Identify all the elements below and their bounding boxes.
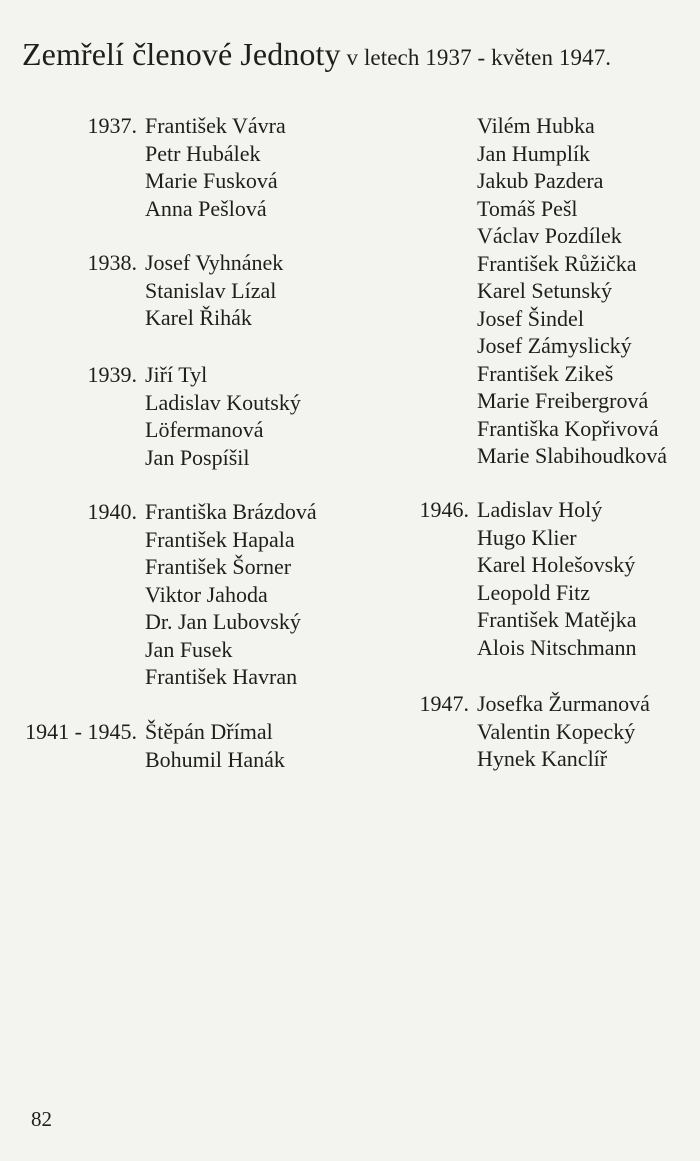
page-number: 82 bbox=[31, 1107, 52, 1131]
member-name: František Šorner bbox=[145, 554, 292, 579]
member-name: Josef Zámyslický bbox=[477, 333, 632, 358]
member-name: Anna Pešlová bbox=[145, 195, 267, 221]
member-name: Marie Fusková bbox=[145, 168, 278, 193]
member-name: Marie Slabihoudková bbox=[477, 443, 668, 468]
member-name: František Růžička bbox=[477, 250, 637, 276]
member-name: Karel Řihák bbox=[145, 305, 252, 330]
year-label: 1941 - 1945. bbox=[25, 719, 137, 744]
member-name: Jan Humplík bbox=[477, 140, 591, 166]
member-name: Marie Freibergrová bbox=[477, 388, 649, 413]
member-name: František Vávra bbox=[145, 113, 286, 138]
member-name: Josef Vyhnánek bbox=[145, 250, 284, 275]
member-name: Valentin Kopecký bbox=[477, 718, 636, 744]
member-name: Jakub Pazdera bbox=[477, 168, 604, 193]
member-name: Petr Hubálek bbox=[145, 140, 261, 166]
member-name: František Matějka bbox=[477, 607, 637, 632]
year-label: 1947. bbox=[419, 691, 469, 716]
member-name: Františka Brázdová bbox=[145, 499, 317, 524]
year-label: 1938. bbox=[87, 250, 137, 275]
member-name: Karel Setunský bbox=[477, 278, 613, 303]
member-name: Vilém Hubka bbox=[477, 113, 595, 138]
member-name: Františka Kopřivová bbox=[477, 415, 659, 441]
name-list bbox=[477, 496, 637, 661]
name-list bbox=[145, 498, 317, 691]
member-name: Ladislav Holý bbox=[477, 497, 603, 522]
member-name: Hugo Klier bbox=[477, 524, 577, 550]
name-list bbox=[145, 361, 301, 471]
year-label: 1940. bbox=[87, 499, 137, 524]
member-name: Josef Šindel bbox=[477, 305, 584, 331]
year-label: 1937. bbox=[87, 113, 137, 138]
name-list bbox=[477, 112, 667, 470]
member-name: Viktor Jahoda bbox=[145, 581, 268, 607]
member-name: František Hapala bbox=[145, 526, 295, 552]
name-list bbox=[145, 112, 286, 222]
member-name: Löfermanová bbox=[145, 417, 264, 442]
member-name: Jan Pospíšil bbox=[145, 444, 250, 470]
title-period: v letech 1937 - květen 1947. bbox=[340, 45, 612, 70]
member-name: Ladislav Koutský bbox=[145, 389, 301, 415]
member-name: Stanislav Lízal bbox=[145, 277, 277, 303]
member-name: Karel Holešovský bbox=[477, 552, 636, 577]
name-list bbox=[145, 718, 285, 773]
member-name: Dr. Jan Lubovský bbox=[145, 609, 301, 634]
year-label: 1939. bbox=[87, 362, 137, 387]
year-label: 1946. bbox=[419, 497, 469, 522]
member-name: Leopold Fitz bbox=[477, 579, 591, 605]
member-name: Bohumil Hanák bbox=[145, 746, 285, 772]
member-name: Štěpán Dřímal bbox=[145, 719, 273, 744]
member-name: Hynek Kanclíř bbox=[477, 746, 608, 771]
name-list bbox=[145, 249, 283, 332]
name-list bbox=[477, 690, 650, 773]
member-name: Jiří Tyl bbox=[145, 362, 208, 387]
member-name: František Zikeš bbox=[477, 360, 614, 386]
member-name: Josefka Žurmanová bbox=[477, 691, 650, 716]
member-name: Jan Fusek bbox=[145, 636, 233, 662]
member-name: Alois Nitschmann bbox=[477, 634, 637, 660]
page-title bbox=[22, 36, 611, 73]
member-name: Václav Pozdílek bbox=[477, 223, 622, 248]
title-main: Zemřelí členové Jednoty bbox=[22, 36, 341, 72]
member-name: František Havran bbox=[145, 664, 298, 689]
member-name: Tomáš Pešl bbox=[477, 195, 578, 221]
